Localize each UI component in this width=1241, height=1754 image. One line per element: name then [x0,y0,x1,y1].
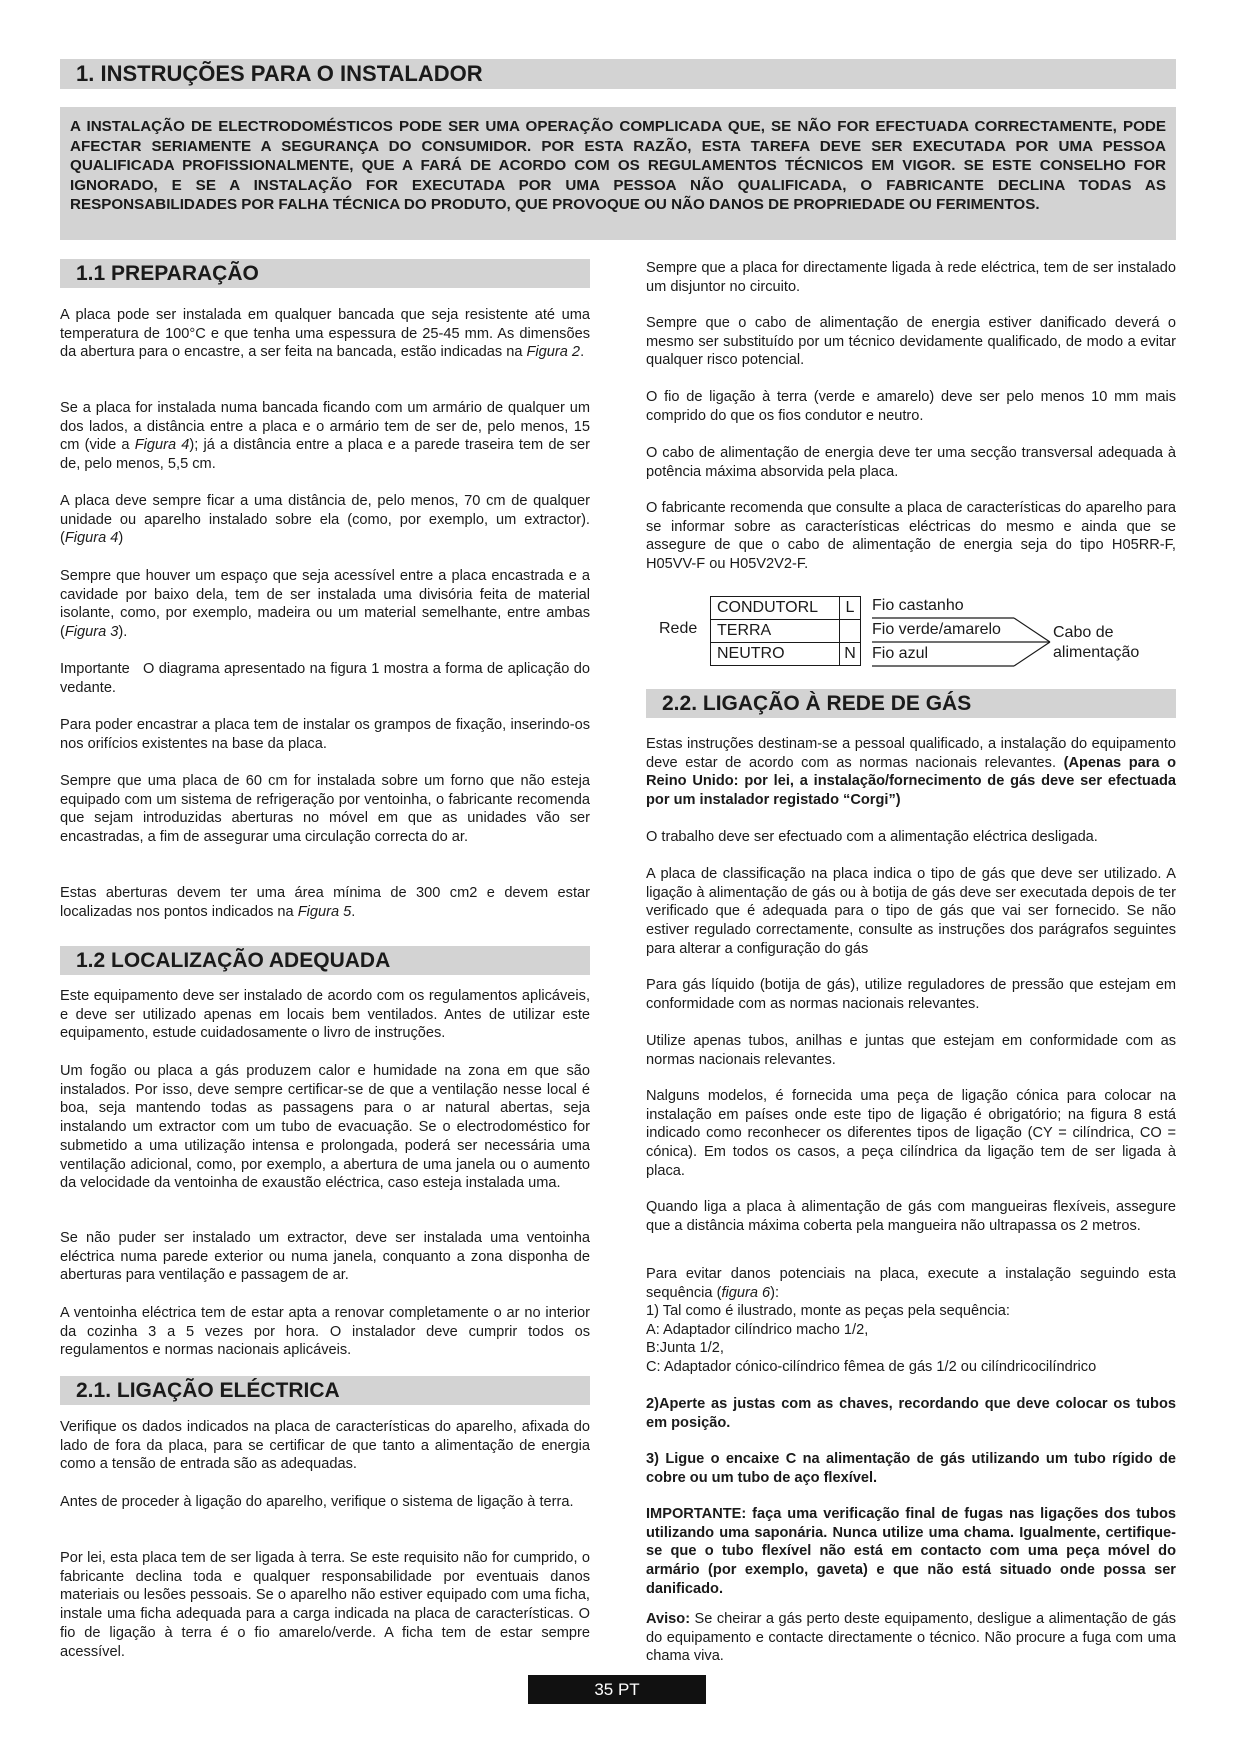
paragraph: Estas instruções destinam-se a pessoal qualificado, a instalação do equipamento deve estar de acordo com as normas nacionais relevantes. (Apenas para o Reino Unido: por lei, a instalação/fornecimento de gás deve ser efectuada por um instalador registado “Corgi”) [646,736,1177,809]
paragraph: O fio de ligação à terra (verde e amarelo) deve ser pelo menos 10 mm mais comprido do que os fios condutor e neutro. [646,389,1176,424]
wire-name: TERRA [711,620,840,643]
page-number: 35 PT [528,1675,706,1704]
wire-colour-label: Fio azul [872,645,929,662]
paragraph: Sempre que uma placa de 60 cm for instalada sobre um forno que não esteja equipado com um sistema de refrigeração por ventoinha, o fabricante recomenda que sejam introduzidas aberturas no móvel em que as unidades vão ser encastradas, a fim de assegurar uma circulação correcta do ar. [60,773,590,846]
paragraph: Para poder encastrar a placa tem de instalar os grampos de fixação, inserindo-os nos orifícios existentes na base da placa. [60,717,590,752]
paragraph: A placa de classificação na placa indica o tipo de gás que deve ser utilizado. A ligação à alimentação de gás ou à botija de gás deve ser executada depois de ter verificado que é adequada para o tipo de gás que vai ser fornecido. Se não estiver regulado correctamente, consulte as instruções dos parágrafos seguintes para alterar a configuração do gás [646,866,1176,957]
paragraph: Para gás líquido (botija de gás), utilize reguladores de pressão que estejam em conformidade com as normas nacionais relevantes. [646,977,1176,1012]
paragraph: 2)Aperte as justas com as chaves, recordando que deve colocar os tubos em posição. [646,1396,1176,1431]
main-heading: 1. INSTRUÇÕES PARA O INSTALADOR [60,59,1176,89]
wiring-row [711,620,861,643]
paragraph: A ventoinha eléctrica tem de estar apta a renovar completamente o ar no interior da cozinha 3 a 5 vezes por hora. O instalador deve cumprir todos os regulamentos e normas nacionais aplicáveis. [60,1305,590,1359]
paragraph: A placa pode ser instalada em qualquer bancada que seja resistente até uma temperatura de 100°C e que tenha uma espessura de 25-45 mm. As dimensões da abertura para o encastre, a ser feita na bancada, estão indicadas na Figura 2. [60,307,590,361]
wire-colour-label: Fio verde/amarelo [872,621,1001,638]
list-item: C: Adaptador cónico-cilíndrico fêmea de gás 1/2 ou cilíndricocilíndrico [646,1359,1097,1375]
wire-lines [872,596,1062,674]
paragraph: Verifique os dados indicados na placa de características do aparelho, afixada do lado de fora da placa, para se certificar de que tanto a alimentação de energia como a tensão de entrada são as adequadas. [60,1419,590,1473]
paragraph: Um fogão ou placa a gás produzem calor e humidade na zona em que são instalados. Por isso, deve sempre certificar-se de que a ventilação nesse local é boa, seja mantendo todas as passagens para o ar natural abertas, seja instalando um extractor com um tubo de evacuação. Se o electrodoméstico for submetido a uma utilização intensa e prolongada, poderá ser necessária uma ventilação adicional, como, por exemplo, a abertura de uma janela ou o aumento da velocidade da ventoinha de exaustão eléctrica, caso esteja instalada uma. [60,1063,590,1192]
wiring-row [711,643,861,666]
paragraph: Sempre que houver um espaço que seja acessível entre a placa encastrada e a cavidade por baixo dela, tem de ser instalada uma divisória feita de material isolante, como, por exemplo, madeira ou um material semelhante, entre ambas (Figura 3). [60,568,590,641]
paragraph: O fabricante recomenda que consulte a placa de características do aparelho para se informar sobre as características eléctricas do mesmo e ainda que se assegure de que o cabo de alimentação de energia seja do tipo H05RR-F, H05VV-F ou H05V2V2-F. [646,500,1176,573]
paragraph: O trabalho deve ser efectuado com a alimentação eléctrica desligada. [646,829,1098,845]
cabo-label: Cabo de alimentação [1053,624,1140,661]
rede-label: Rede [659,620,698,637]
paragraph: Por lei, esta placa tem de ser ligada à terra. Se este requisito não for cumprido, o fabricante declina toda e qualquer responsabilidade por eventuais danos materiais ou lesões pessoais. Se o aparelho não estiver equipado com uma ficha, instale uma ficha adequada para a carga indicada na placa de características. O fio de ligação à terra é o fio amarelo/verde. A ficha tem de estar sempre acessível. [60,1550,590,1660]
wire-name: NEUTRO [711,643,840,666]
wire-code: N [840,643,861,666]
section-heading-ligacao-electrica: 2.1. LIGAÇÃO ELÉCTRICA [60,1376,590,1405]
paragraph: Quando liga a placa à alimentação de gás com mangueiras flexíveis, assegure que a distância máxima coberta pela mangueira não ultrapassa os 2 metros. [646,1199,1176,1234]
wiring-table [710,596,861,666]
wire-name: CONDUTORL [711,597,840,620]
paragraph: Aviso: Se cheirar a gás perto deste equipamento, desligue a alimentação de gás do equipamento e contacte directamente o técnico. Não procure a fuga com uma chama viva. [646,1611,1176,1665]
paragraph: Importante O diagrama apresentado na figura 1 mostra a forma de aplicação do vedante. [60,661,595,696]
paragraph: A placa deve sempre ficar a uma distância de, pelo menos, 70 cm de qualquer unidade ou aparelho instalado sobre ela (como, por exemplo, um extractor). (Figura 4) [60,493,590,547]
list-item: B:Junta 1/2, [646,1340,724,1356]
paragraph: Este equipamento deve ser instalado de acordo com os regulamentos aplicáveis, e deve ser utilizado apenas em locais bem ventilados. Antes de utilizar este equipamento, estude cuidadosamente o livro de instruções. [60,988,590,1042]
paragraph: Antes de proceder à ligação do aparelho, verifique o sistema de ligação à terra. [60,1494,574,1510]
paragraph: 3) Ligue o encaixe C na alimentação de gás utilizando um tubo rígido de cobre ou um tubo de aço flexível. [646,1451,1176,1486]
wire-code: L [840,597,861,620]
list-item: A: Adaptador cilíndrico macho 1/2, [646,1322,869,1338]
paragraph: Nalguns modelos, é fornecida uma peça de ligação cónica para colocar na instalação em países onde este tipo de ligação é obrigatório; na figura 8 está indicado como reconhecer os diferentes tipos de ligação (CY = cilíndrica, CO = cónica). Em todos os casos, a peça cilíndrica da ligação tem de ser ligada à placa. [646,1088,1176,1179]
wire-colour-label: Fio castanho [872,597,964,614]
installer-warning: A INSTALAÇÃO DE ELECTRODOMÉSTICOS PODE SER UMA OPERAÇÃO COMPLICADA QUE, SE NÃO FOR EFECTUADA CORRECTAMENTE, PODE AFECTAR SERIAMENTE A SEGURANÇA DO CONSUMIDOR. POR ESTA RAZÃO, ESTA TAREFA DEVE SER EXECUTADA POR UMA PESSOA QUALIFICADA PROFISSIONALMENTE, QUE A FARÁ DE ACORDO COM OS REGULAMENTOS TÉCNICOS EM VIGOR. SE ESTE CONSELHO FOR IGNORADO, E SE A INSTALAÇÃO FOR EXECUTADA POR UMA PESSOA NÃO QUALIFICADA, O FABRICANTE DECLINA TODAS AS RESPONSABILIDADES POR FALHA TÉCNICA DO PRODUTO, QUE PROVOQUE OU NÃO DANOS DE PROPRIEDADE OU FERIMENTOS. [60,107,1176,240]
list-item: 1) Tal como é ilustrado, monte as peças pela sequência: [646,1303,1010,1319]
wiring-row [711,597,861,620]
paragraph: Estas aberturas devem ter uma área mínima de 300 cm2 e devem estar localizadas nos pontos indicados na Figura 5. [60,885,590,920]
paragraph: Se não puder ser instalado um extractor, deve ser instalada uma ventoinha eléctrica numa parede exterior ou numa janela, conquanto a zona disponha de aberturas para ventilação e passagem de ar. [60,1230,590,1284]
paragraph: Se a placa for instalada numa bancada ficando com um armário de qualquer um dos lados, a distância entre a placa e o armário tem de ser de, pelo menos, 15 cm (vide a Figura 4); já a distância entre a placa e a parede traseira tem de ser de, pelo menos, 5,5 cm. [60,400,590,473]
paragraph: IMPORTANTE: faça uma verificação final de fugas nas ligações dos tubos utilizando uma saponária. Nunca utilize uma chama. Igualmente, certifique-se que o tubo flexível não está em contacto com uma peça móvel do armário (por exemplo, gaveta) e que não está situado onde possa ser danificado. [646,1506,1176,1597]
section-heading-localizacao: 1.2 LOCALIZAÇÃO ADEQUADA [60,946,590,975]
paragraph: Utilize apenas tubos, anilhas e juntas que estejam em conformidade com as normas nacionais relevantes. [646,1033,1176,1068]
paragraph: Sempre que a placa for directamente ligada à rede eléctrica, tem de ser instalado um disjuntor no circuito. [646,260,1176,295]
wire-code [840,620,861,643]
section-heading-rede-gas: 2.2. LIGAÇÃO À REDE DE GÁS [646,689,1176,718]
paragraph: Para evitar danos potenciais na placa, execute a instalação seguindo esta sequência (figura 6): [646,1266,1176,1301]
paragraph: O cabo de alimentação de energia deve ter uma secção transversal adequada à potência máxima absorvida pela placa. [646,445,1176,480]
wiring-diagram [646,596,1186,674]
paragraph: Sempre que o cabo de alimentação de energia estiver danificado deverá o mesmo ser substituído por um técnico devidamente qualificado, de modo a evitar qualquer risco potencial. [646,315,1176,369]
section-heading-preparacao: 1.1 PREPARAÇÃO [60,259,590,288]
